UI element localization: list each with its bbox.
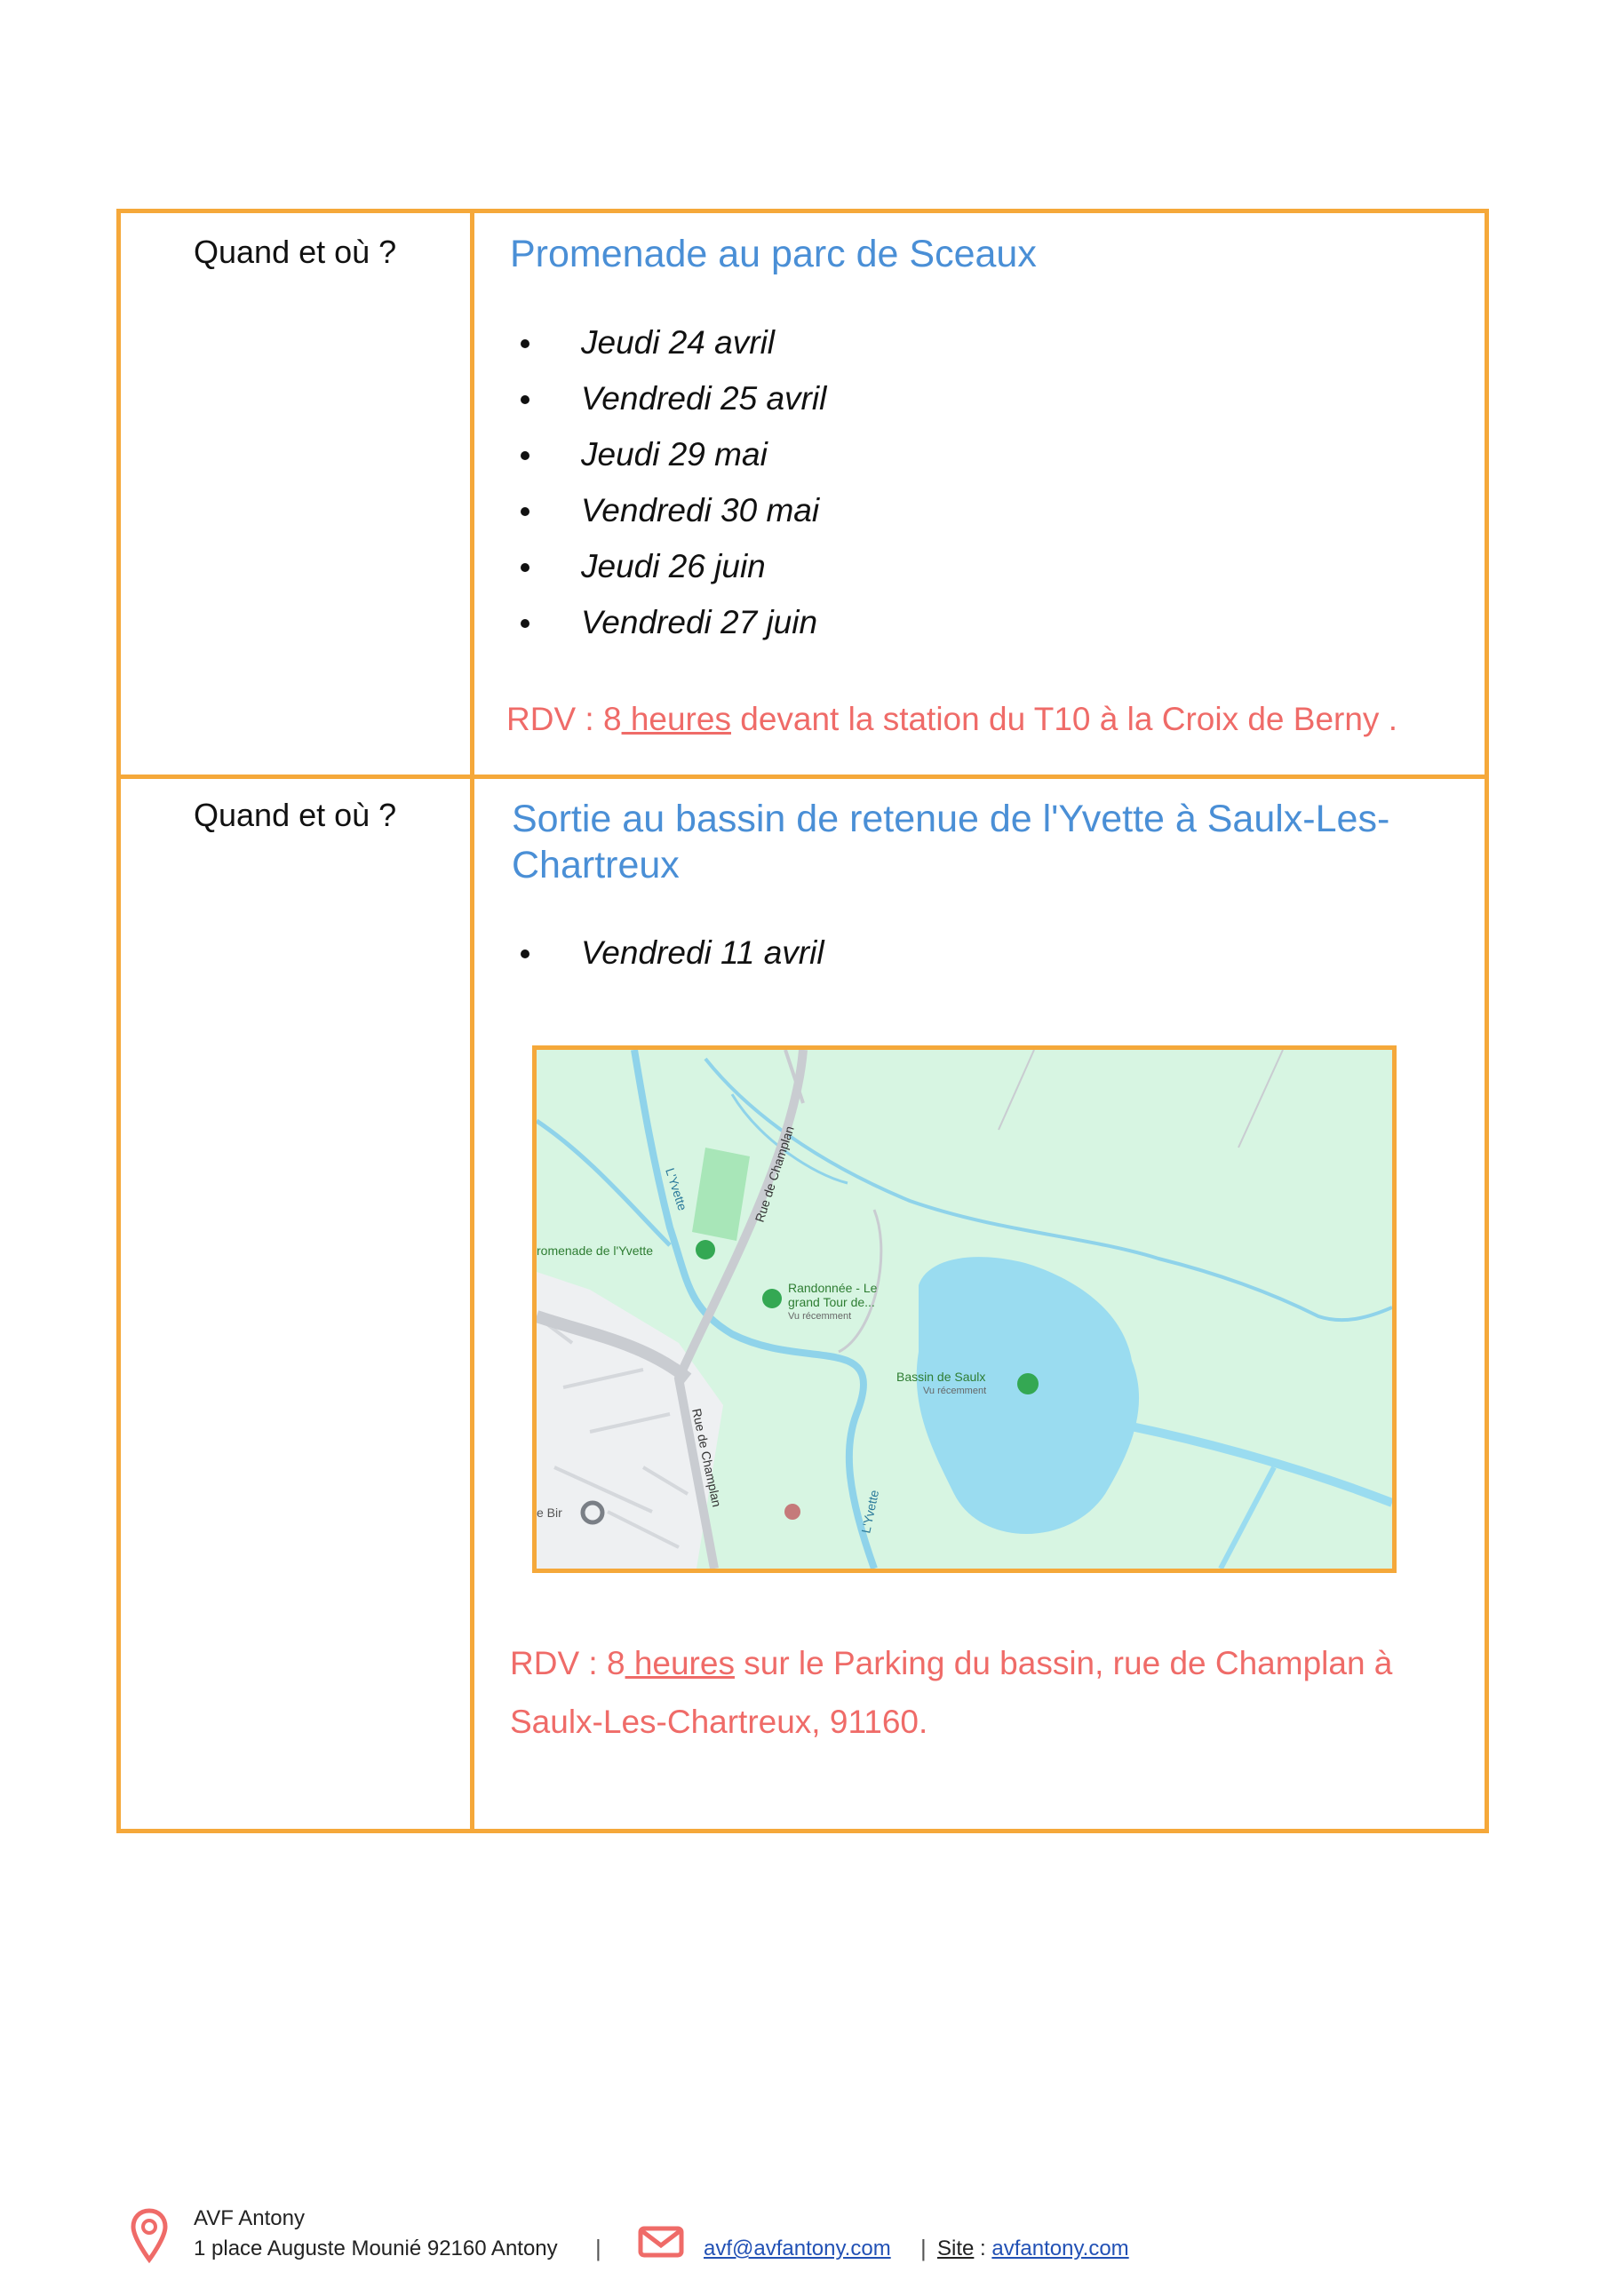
rdv-prefix: RDV : 8 bbox=[510, 1645, 625, 1681]
map-label-bassin: Bassin de Saulx bbox=[896, 1370, 986, 1384]
date-item: Jeudi 24 avril bbox=[521, 314, 826, 370]
map-label-randonnee: grand Tour de... bbox=[788, 1295, 875, 1309]
footer-site-label: Site bbox=[937, 2236, 975, 2260]
when-label-1: Quand et où ? bbox=[194, 234, 397, 270]
rdv-prefix: RDV : 8 bbox=[506, 701, 622, 737]
map-svg bbox=[537, 1050, 1392, 1569]
date-item: Vendredi 11 avril bbox=[521, 925, 824, 981]
activity-title-1: Promenade au parc de Sceaux bbox=[510, 233, 1037, 275]
footer-site-colon: : bbox=[974, 2236, 992, 2260]
map-label-recent: Vu récemment bbox=[788, 1311, 852, 1322]
rdv-info-1 bbox=[506, 690, 1457, 749]
when-label-2: Quand et où ? bbox=[194, 797, 397, 833]
rdv-text: devant la station du T10 à la Croix de Berny . bbox=[730, 701, 1397, 737]
map-label-river: L'Yvette bbox=[663, 1165, 690, 1212]
activities-table bbox=[116, 209, 1489, 1833]
column-divider bbox=[470, 213, 474, 1829]
rdv-hours: heures bbox=[621, 701, 731, 737]
location-pin-icon bbox=[130, 2208, 169, 2263]
footer-site bbox=[937, 2236, 1129, 2261]
map-label-poi: e Bir bbox=[537, 1506, 562, 1520]
footer-email-link[interactable]: avf@avfantony.com bbox=[704, 2236, 891, 2260]
map-label-randonnee: Randonnée - Le bbox=[788, 1281, 878, 1295]
date-item: Jeudi 26 juin bbox=[521, 538, 826, 594]
rdv-info-2 bbox=[510, 1634, 1461, 1752]
activity-title-2: Sortie au bassin de retenue de l'Yvette à Saulx-Les-Chartreux bbox=[512, 798, 1390, 886]
date-item: Vendredi 27 juin bbox=[521, 594, 826, 650]
map-label-river: L'Yvette bbox=[858, 1488, 882, 1535]
map-label-road: Rue de Champlan bbox=[689, 1407, 725, 1509]
footer-site-link[interactable]: avfantony.com bbox=[991, 2236, 1129, 2260]
footer-separator: | bbox=[595, 2235, 601, 2261]
row-divider bbox=[121, 775, 1485, 779]
footer-address: 1 place Auguste Mounié 92160 Antony bbox=[194, 2236, 558, 2260]
date-list-2 bbox=[521, 925, 824, 981]
map-image bbox=[532, 1045, 1397, 1573]
footer-separator: | bbox=[920, 2235, 927, 2261]
date-item: Vendredi 25 avril bbox=[521, 370, 826, 426]
date-item: Vendredi 30 mai bbox=[521, 482, 826, 538]
footer-org: AVF Antony bbox=[194, 2206, 305, 2230]
envelope-icon bbox=[638, 2226, 684, 2258]
date-item: Jeudi 29 mai bbox=[521, 426, 826, 482]
map-label-road: Rue de Champlan bbox=[752, 1124, 797, 1224]
map-label-promenade: romenade de l'Yvette bbox=[537, 1243, 654, 1258]
rdv-text: sur le Parking du bassin, rue de Champlan à Saulx-Les-Chartreux, 91160. bbox=[510, 1645, 1393, 1740]
map-label-recent: Vu récemment bbox=[923, 1386, 987, 1396]
date-list-1 bbox=[521, 314, 826, 650]
page-footer bbox=[124, 2199, 1546, 2270]
rdv-hours: heures bbox=[625, 1645, 735, 1681]
